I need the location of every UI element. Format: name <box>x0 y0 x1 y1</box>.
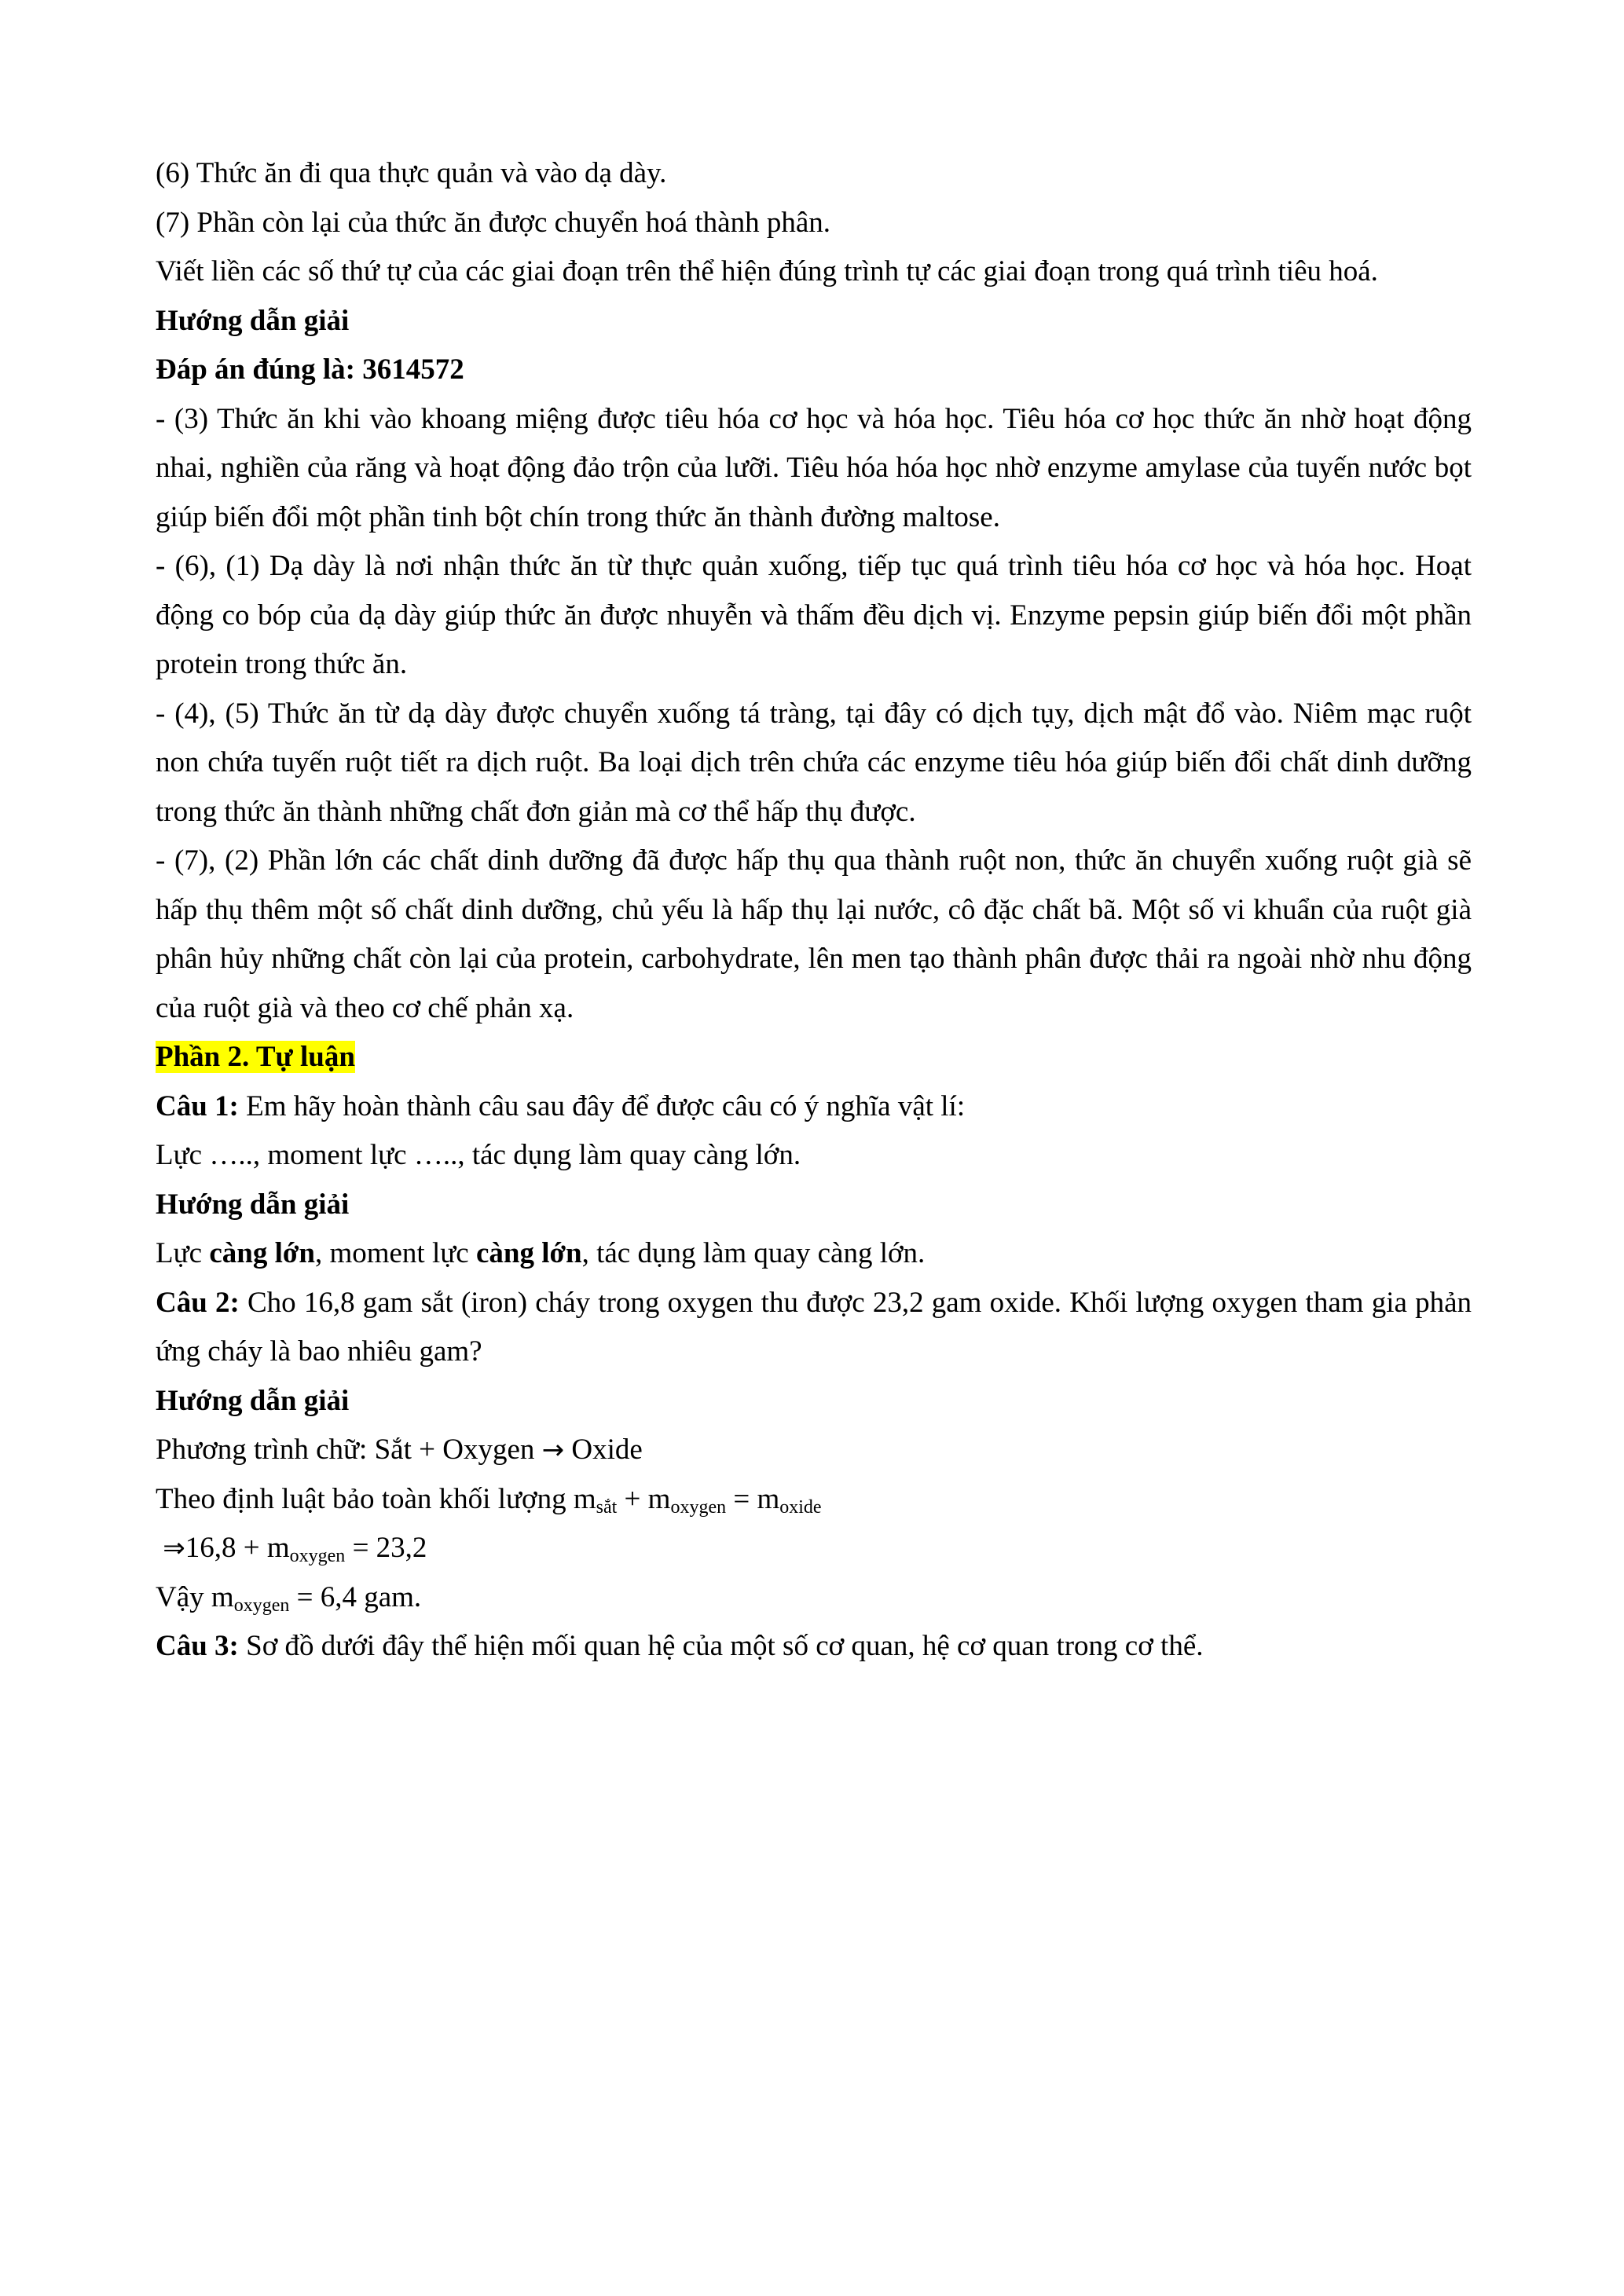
part-heading-row <box>156 1033 1472 1082</box>
document-page <box>156 149 1472 1672</box>
calculation-step <box>156 1524 1472 1573</box>
step-text: 16,8 + m <box>185 1532 290 1564</box>
subscript: oxygen <box>233 1595 290 1616</box>
subscript: oxygen <box>670 1496 727 1518</box>
question-2-label: Câu 2: <box>156 1286 240 1319</box>
question-1 <box>156 1082 1472 1132</box>
explanation-paragraph: - (3) Thức ăn khi vào khoang miệng được tiêu hóa cơ học và hóa học. Tiêu hóa cơ học thức ăn nhờ hoạt động nhai, nghiền của răng và hoạt động đảo trộn của lưỡi. Tiêu hóa hóa học nhờ enzyme amylase của tuyến nước bọt giúp biến đổi một phần tinh bột chín trong thức ăn thành đường maltose. <box>156 402 1472 533</box>
question-1-answer <box>156 1229 1472 1279</box>
answer-text: , tác dụng làm quay càng lớn. <box>581 1237 926 1269</box>
question-prompt: Viết liền các số thứ tự của các giai đoạn trên thể hiện đúng trình tự các giai đoạn trong quá trình tiêu hoá. <box>156 255 1378 287</box>
law-text: = m <box>726 1482 780 1515</box>
question-3-text: Sơ đồ dưới đây thể hiện mối quan hệ của một số cơ quan, hệ cơ quan trong cơ thể. <box>238 1630 1204 1662</box>
explanation-paragraph: - (7), (2) Phần lớn các chất dinh dưỡng đã được hấp thụ qua thành ruột non, thức ăn chuyển xuống ruột già sẽ hấp thụ thêm một số chất dinh dưỡng, chủ yếu là hấp thụ lại nước, cô đặc chất bã. Một số vi khuẩn của ruột già phân hủy những chất còn lại của protein, carbohydrate, lên men tạo thành phân được thải ra ngoài nhờ nhu động của ruột già và theo cơ chế phản xạ. <box>156 844 1472 1024</box>
subscript: oxide <box>779 1496 822 1518</box>
question-1-blank-sentence: Lực ….., moment lực ….., tác dụng làm quay càng lớn. <box>156 1139 801 1171</box>
answer-text: , moment lực <box>314 1237 476 1269</box>
law-text: + m <box>617 1482 671 1515</box>
part-2-heading: Phần 2. Tự luận <box>156 1041 355 1073</box>
explanation-paragraph: - (6), (1) Dạ dày là nơi nhận thức ăn từ thực quản xuống, tiếp tục quá trình tiêu hóa cơ học và hóa học. Hoạt động co bóp của dạ dày giúp thức ăn được nhuyễn và thấm đều dịch vị. Enzyme pepsin giúp biến đổi một phần protein trong thức ăn. <box>156 550 1472 680</box>
equation-text: Phương trình chữ: Sắt + Oxygen <box>156 1434 542 1466</box>
question-3 <box>156 1622 1472 1672</box>
question-1-text: Em hãy hoàn thành câu sau đây để được câu có ý nghĩa vật lí: <box>238 1089 966 1122</box>
reaction-arrow-icon: → <box>541 1434 565 1466</box>
subscript: oxygen <box>289 1546 346 1566</box>
word-equation <box>156 1426 1472 1475</box>
result-text: = 6,4 gam. <box>289 1580 422 1613</box>
answer-filled-blank: càng lớn <box>475 1237 582 1269</box>
answer-filled-blank: càng lớn <box>209 1237 315 1269</box>
stage-6-text: (6) Thức ăn đi qua thực quản và vào dạ dày. <box>156 157 667 189</box>
subscript: sắt <box>596 1496 618 1518</box>
question-1-solution-heading: Hướng dẫn giải <box>156 1188 350 1221</box>
final-result <box>156 1573 1472 1623</box>
result-text: Vậy m <box>156 1580 234 1613</box>
conservation-law <box>156 1475 1472 1525</box>
question-2-solution-heading: Hướng dẫn giải <box>156 1384 350 1417</box>
answer-label: Đáp án đúng là: 3614572 <box>156 353 464 386</box>
stage-7-text: (7) Phần còn lại của thức ăn được chuyển hoá thành phân. <box>156 206 831 239</box>
solution-heading: Hướng dẫn giải <box>156 304 350 337</box>
implies-arrow-icon: ⇒ <box>163 1532 185 1564</box>
law-text: Theo định luật bảo toàn khối lượng m <box>156 1482 596 1515</box>
answer-text: Lực <box>156 1237 210 1269</box>
explanation-paragraph: - (4), (5) Thức ăn từ dạ dày được chuyển xuống tá tràng, tại đây có dịch tụy, dịch mật đổ vào. Niêm mạc ruột non chứa tuyến ruột tiết ra dịch ruột. Ba loại dịch trên chứa các enzyme tiêu hóa giúp biến đổi chất dinh dưỡng trong thức ăn thành những chất đơn giản mà cơ thể hấp thụ được. <box>156 697 1472 828</box>
question-1-label: Câu 1: <box>156 1089 239 1122</box>
question-2-text: Cho 16,8 gam sắt (iron) cháy trong oxygen thu được 23,2 gam oxide. Khối lượng oxygen tham gia phản ứng cháy là bao nhiêu gam? <box>156 1286 1472 1368</box>
equation-text: Oxide <box>564 1434 643 1466</box>
step-text: = 23,2 <box>345 1532 427 1564</box>
question-2 <box>156 1279 1472 1377</box>
question-3-label: Câu 3: <box>156 1630 239 1662</box>
